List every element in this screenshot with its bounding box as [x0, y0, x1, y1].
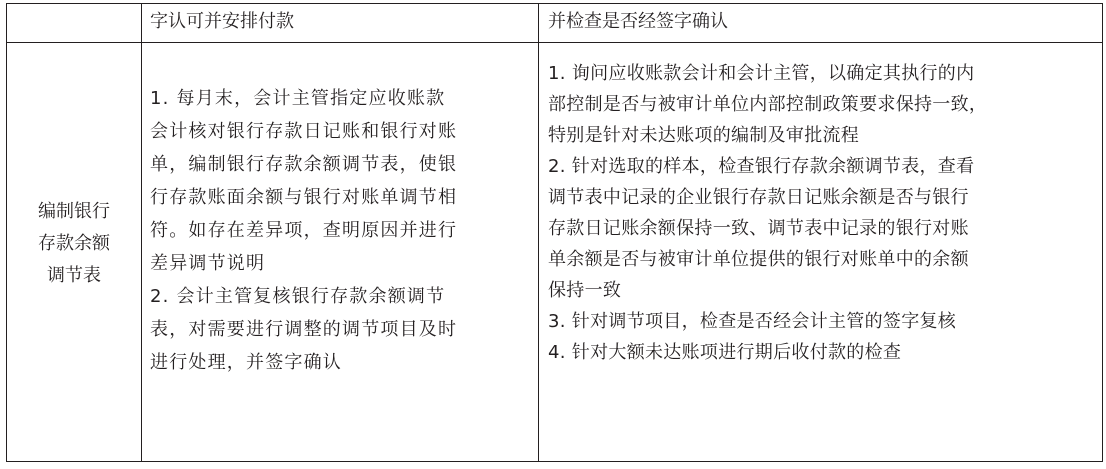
test-line: 4. 针对大额未达账项进行期后收付款的检查	[548, 342, 902, 363]
control-line: 2. 会计主管复核银行存款余额调节	[150, 286, 446, 307]
test-line: 3. 针对调节项目，检查是否经会计主管的签字复核	[548, 311, 957, 332]
control-line: 表，对需要进行调整的调节项目及时	[150, 319, 458, 340]
test-line: 存款日记账余额保持一致、调节表中记录的银行对账	[548, 218, 969, 239]
control-line: 行存款账面余额与银行对账单调节相	[150, 187, 458, 208]
header-divider	[7, 42, 1102, 43]
test-line: 单余额是否与被审计单位提供的银行对账单中的余额	[548, 249, 969, 270]
control-line: 1. 每月末，会计主管指定应收账款	[150, 88, 446, 109]
control-line: 进行处理，并签字确认	[150, 352, 342, 373]
header-cell-2: 字认可并安排付款	[150, 11, 294, 32]
control-line: 单，编制银行存款余额调节表，使银	[150, 154, 458, 175]
header-cell-3: 并检查是否经签字确认	[548, 11, 728, 32]
control-table	[6, 3, 1103, 462]
row-label	[7, 196, 141, 292]
control-description	[150, 82, 457, 379]
test-line: 2. 针对选取的样本，检查银行存款余额调节表，查看	[548, 156, 975, 177]
control-line: 差异调节说明	[150, 253, 266, 274]
test-line: 部控制是否与被审计单位内部控制政策要求保持一致，	[548, 94, 988, 115]
control-line: 符。如存在差异项，查明原因并进行	[150, 220, 458, 241]
row-label-line: 调节表	[47, 265, 101, 286]
test-line: 1. 询问应收账款会计和会计主管，以确定其执行的内	[548, 63, 975, 84]
test-line: 保持一致	[548, 280, 622, 301]
test-line: 调节表中记录的企业银行存款日记账余额是否与银行	[548, 187, 969, 208]
control-line: 会计核对银行存款日记账和银行对账	[150, 121, 458, 142]
row-label-line: 存款余额	[38, 233, 110, 254]
row-label-line: 编制银行	[38, 201, 110, 222]
test-procedures	[548, 58, 987, 368]
column-divider-2	[538, 4, 539, 461]
test-line: 特别是针对未达账项的编制及审批流程	[548, 125, 860, 146]
column-divider-1	[141, 4, 142, 461]
